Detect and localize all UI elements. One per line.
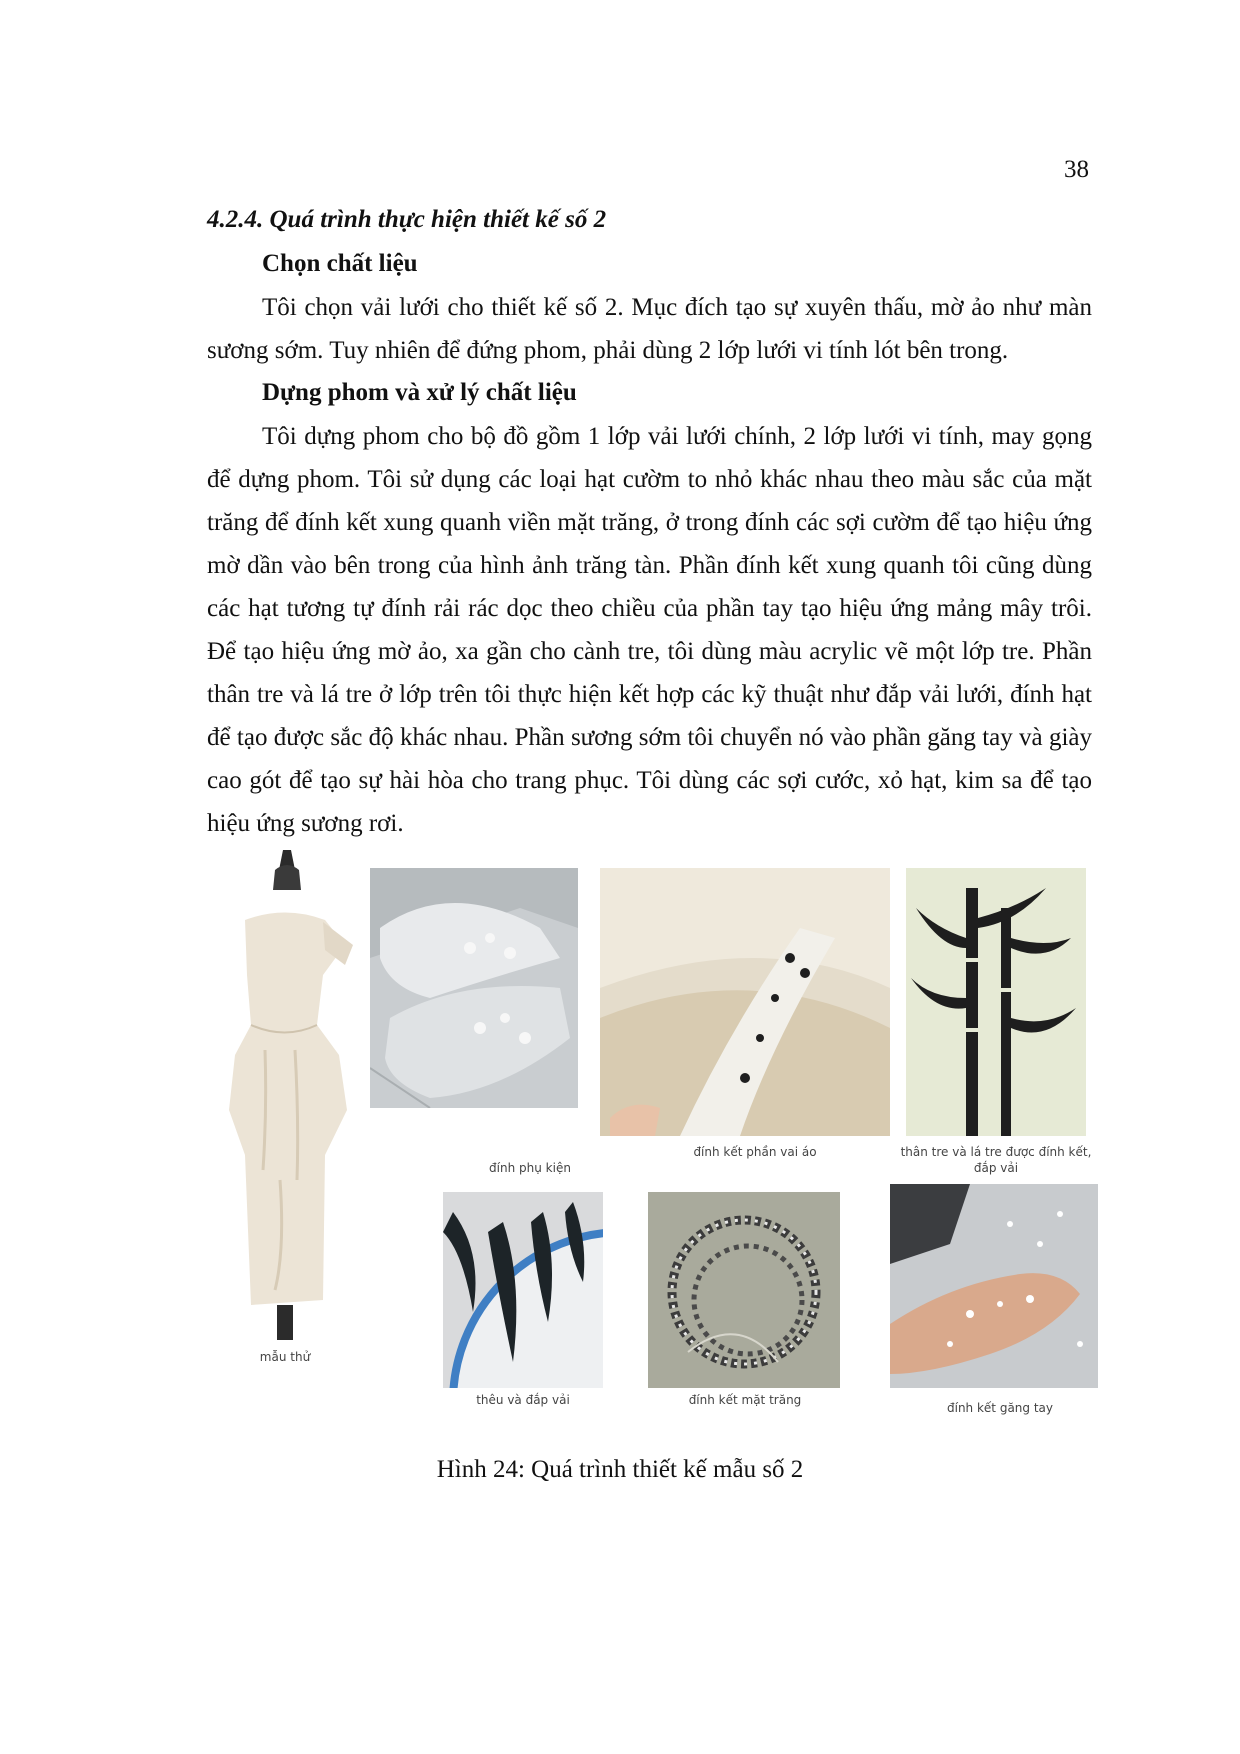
caption-shoes: đính phụ kiện [489,1161,571,1175]
page-number: 38 [1064,156,1089,183]
subheading-forming: Dựng phom và xử lý chất liệu [262,379,577,406]
paragraph-forming: Tôi dựng phom cho bộ đồ gồm 1 lớp vải lưới chính, 2 lớp lưới vi tính, may gọng để dựng phom. Tôi sử dụng các loại hạt cườm to nhỏ khác nhau theo màu sắc của mặt trăng để đính kết xung quanh viền mặt trăng, ở trong đính các sợi cườm để tạo hiệu ứng mờ dần vào bên trong của hình ảnh trăng tàn. Phần đính kết xung quanh tôi cũng dùng các hạt tương tự đính rải rác dọc theo chiều của phần tay tạo hiệu ứng mảng mây trôi. Để tạo hiệu ứng mờ ảo, xa gần cho cành tre, tôi dùng màu acrylic vẽ một lớp tre. Phần thân tre và lá tre ở lớp trên tôi thực hiện kết hợp các kỹ thuật như đắp vải lưới, đính hạt để tạo được sắc độ khác nhau. Phần sương sớm tôi chuyển nó vào phần găng tay và giày cao gót để tạo sự hài hòa cho trang phục. Tôi dùng các sợi cước, xỏ hạt, kim sa để tạo hiệu ứng sương rơi. [207,423,1092,837]
photo-prototype-dress [205,850,365,1340]
photo-shoes [370,868,578,1108]
photo-beaded-moon [648,1192,840,1388]
caption-glove: đính kết găng tay [947,1401,1053,1415]
figure-caption: Hình 24: Quá trình thiết kế mẫu số 2 [436,1456,804,1483]
photo-bamboo [906,868,1086,1136]
caption-bamboo: thân tre và lá tre được đính kết, đắp vải [900,1145,1092,1175]
caption-moon: đính kết mặt trăng [688,1393,802,1407]
caption-prototype: mẫu thử [259,1350,311,1364]
photo-shoulder-beading [600,868,890,1136]
paragraph-materials: Tôi chọn vải lưới cho thiết kế số 2. Mục đích tạo sự xuyên thấu, mờ ảo như màn sương sớm. Tuy nhiên để đứng phom, phải dùng 2 lớp lưới vi tính lót bên trong. [207,294,1092,364]
photo-embroidery-hoop [443,1192,603,1388]
caption-shoulder: đính kết phần vai áo [693,1145,817,1159]
photo-beaded-glove [890,1184,1098,1388]
subheading-materials: Chọn chất liệu [262,250,418,277]
caption-embroidery: thêu và đắp vải [476,1393,570,1407]
section-heading: 4.2.4. Quá trình thực hiện thiết kế số 2 [207,206,607,233]
